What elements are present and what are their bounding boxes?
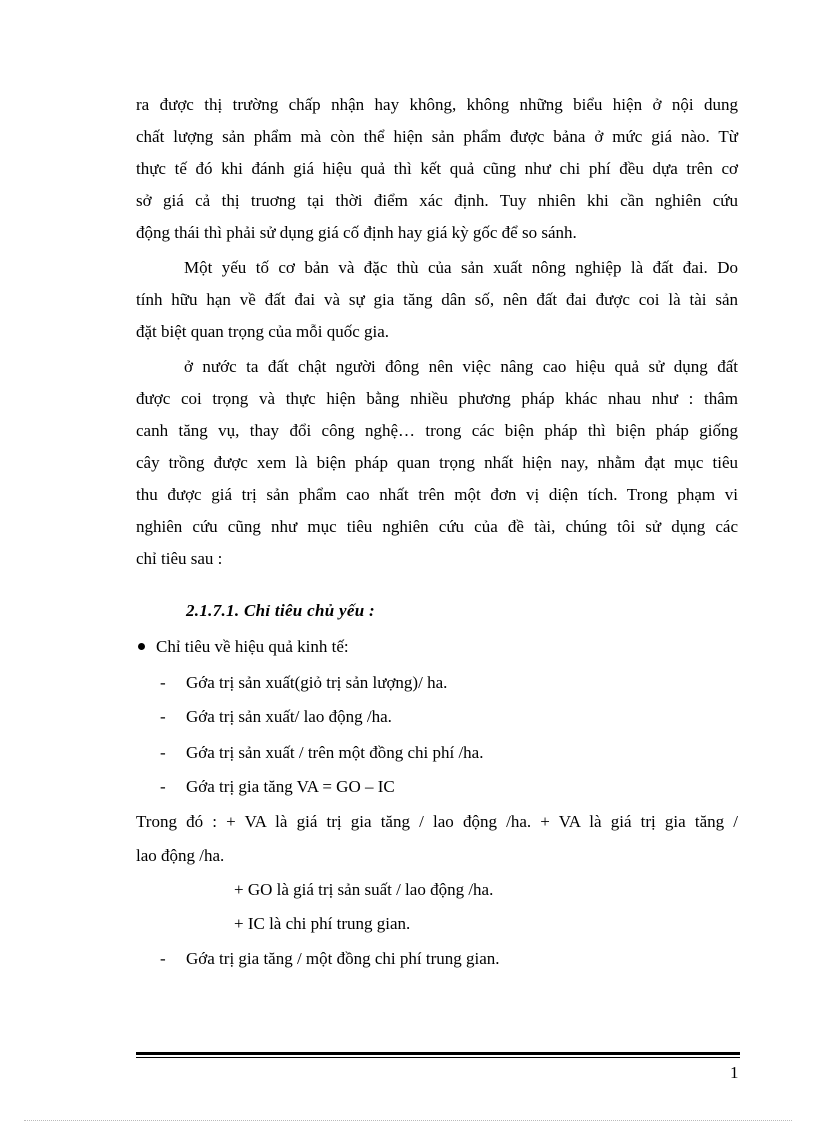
list-item: Gớa trị gia tăng VA = GO – IC (186, 777, 395, 796)
list-item: Gớa trị sản xuất(giỏ trị sản lượng)/ ha. (186, 673, 448, 692)
bullet-icon (138, 643, 145, 650)
page-number: 1 (730, 1063, 739, 1082)
definition-ic: + IC là chi phí trung gian. (234, 914, 411, 933)
definition-line: Trong đó : + VA là giá trị gia tăng / lao động /ha. + VA là giá trị gia tăng / (136, 812, 738, 831)
paragraph-line: động thái thì phải sử dụng giá cố định hay giá kỳ gốc để so sánh. (136, 223, 577, 242)
footer-rule-thin (136, 1057, 740, 1058)
paragraph-line: cây trồng được xem là biện pháp quan trọng nhất hiện nay, nhằm đạt mục tiêu (136, 453, 738, 472)
paragraph-line: Một yếu tố cơ bản và đặc thù của sản xuất nông nghiệp là đất đai. Do (184, 258, 738, 277)
footer-rule-thick (136, 1052, 740, 1055)
list-item: Gớa trị gia tăng / một đồng chi phí trung gian. (186, 949, 500, 968)
paragraph-line: đặt biệt quan trọng của mỗi quốc gia. (136, 322, 390, 341)
paragraph-line: được coi trọng và thực hiện bằng nhiều phương pháp khác nhau như : thâm (136, 389, 738, 408)
list-item: Gớa trị sản xuất/ lao động /ha. (186, 707, 392, 726)
dash-marker: - (160, 673, 166, 692)
paragraph-line: thực tế đó khi đánh giá hiệu quả thì kết quả cũng như chi phí đều dựa trên cơ (136, 159, 738, 178)
paragraph-line: ở nước ta đất chật người đông nên việc nâng cao hiệu quả sử dụng đất (184, 357, 738, 376)
paragraph-line: chất lượng sản phẩm mà còn thể hiện sản phẩm được bảna ở mức giá nào. Từ (136, 127, 738, 146)
paragraph-line: canh tăng vụ, thay đổi công nghệ… trong các biện pháp thì biện pháp giống (136, 421, 738, 440)
dash-marker: - (160, 949, 166, 968)
paragraph-line: thu được giá trị sản phẩm cao nhất trên một đơn vị diện tích. Trong phạm vi (136, 485, 738, 504)
list-item: Gớa trị sản xuất / trên một đồng chi phí /ha. (186, 743, 484, 762)
dash-marker: - (160, 743, 166, 762)
page-edge-divider (24, 1120, 792, 1121)
paragraph-line: chỉ tiêu sau : (136, 549, 223, 568)
paragraph-line: tính hữu hạn về đất đai và sự gia tăng dân số, nên đất đai được coi là tài sản (136, 290, 738, 309)
paragraph-line: ra được thị trường chấp nhận hay không, không những biểu hiện ở nội dung (136, 95, 738, 114)
dash-marker: - (160, 707, 166, 726)
definition-go: + GO là giá trị sản suất / lao động /ha. (234, 880, 494, 899)
bullet-text: Chỉ tiêu về hiệu quả kinh tế: (156, 637, 349, 656)
section-heading: 2.1.7.1. Chỉ tiêu chủ yếu : (186, 601, 375, 620)
paragraph-line: sở giá cả thị truơng tại thời điểm xác định. Tuy nhiên khi cần nghiên cứu (136, 191, 738, 210)
dash-marker: - (160, 777, 166, 796)
definition-line: lao động /ha. (136, 846, 225, 865)
paragraph-line: nghiên cứu cũng như mục tiêu nghiên cứu của đề tài, chúng tôi sử dụng các (136, 517, 738, 536)
